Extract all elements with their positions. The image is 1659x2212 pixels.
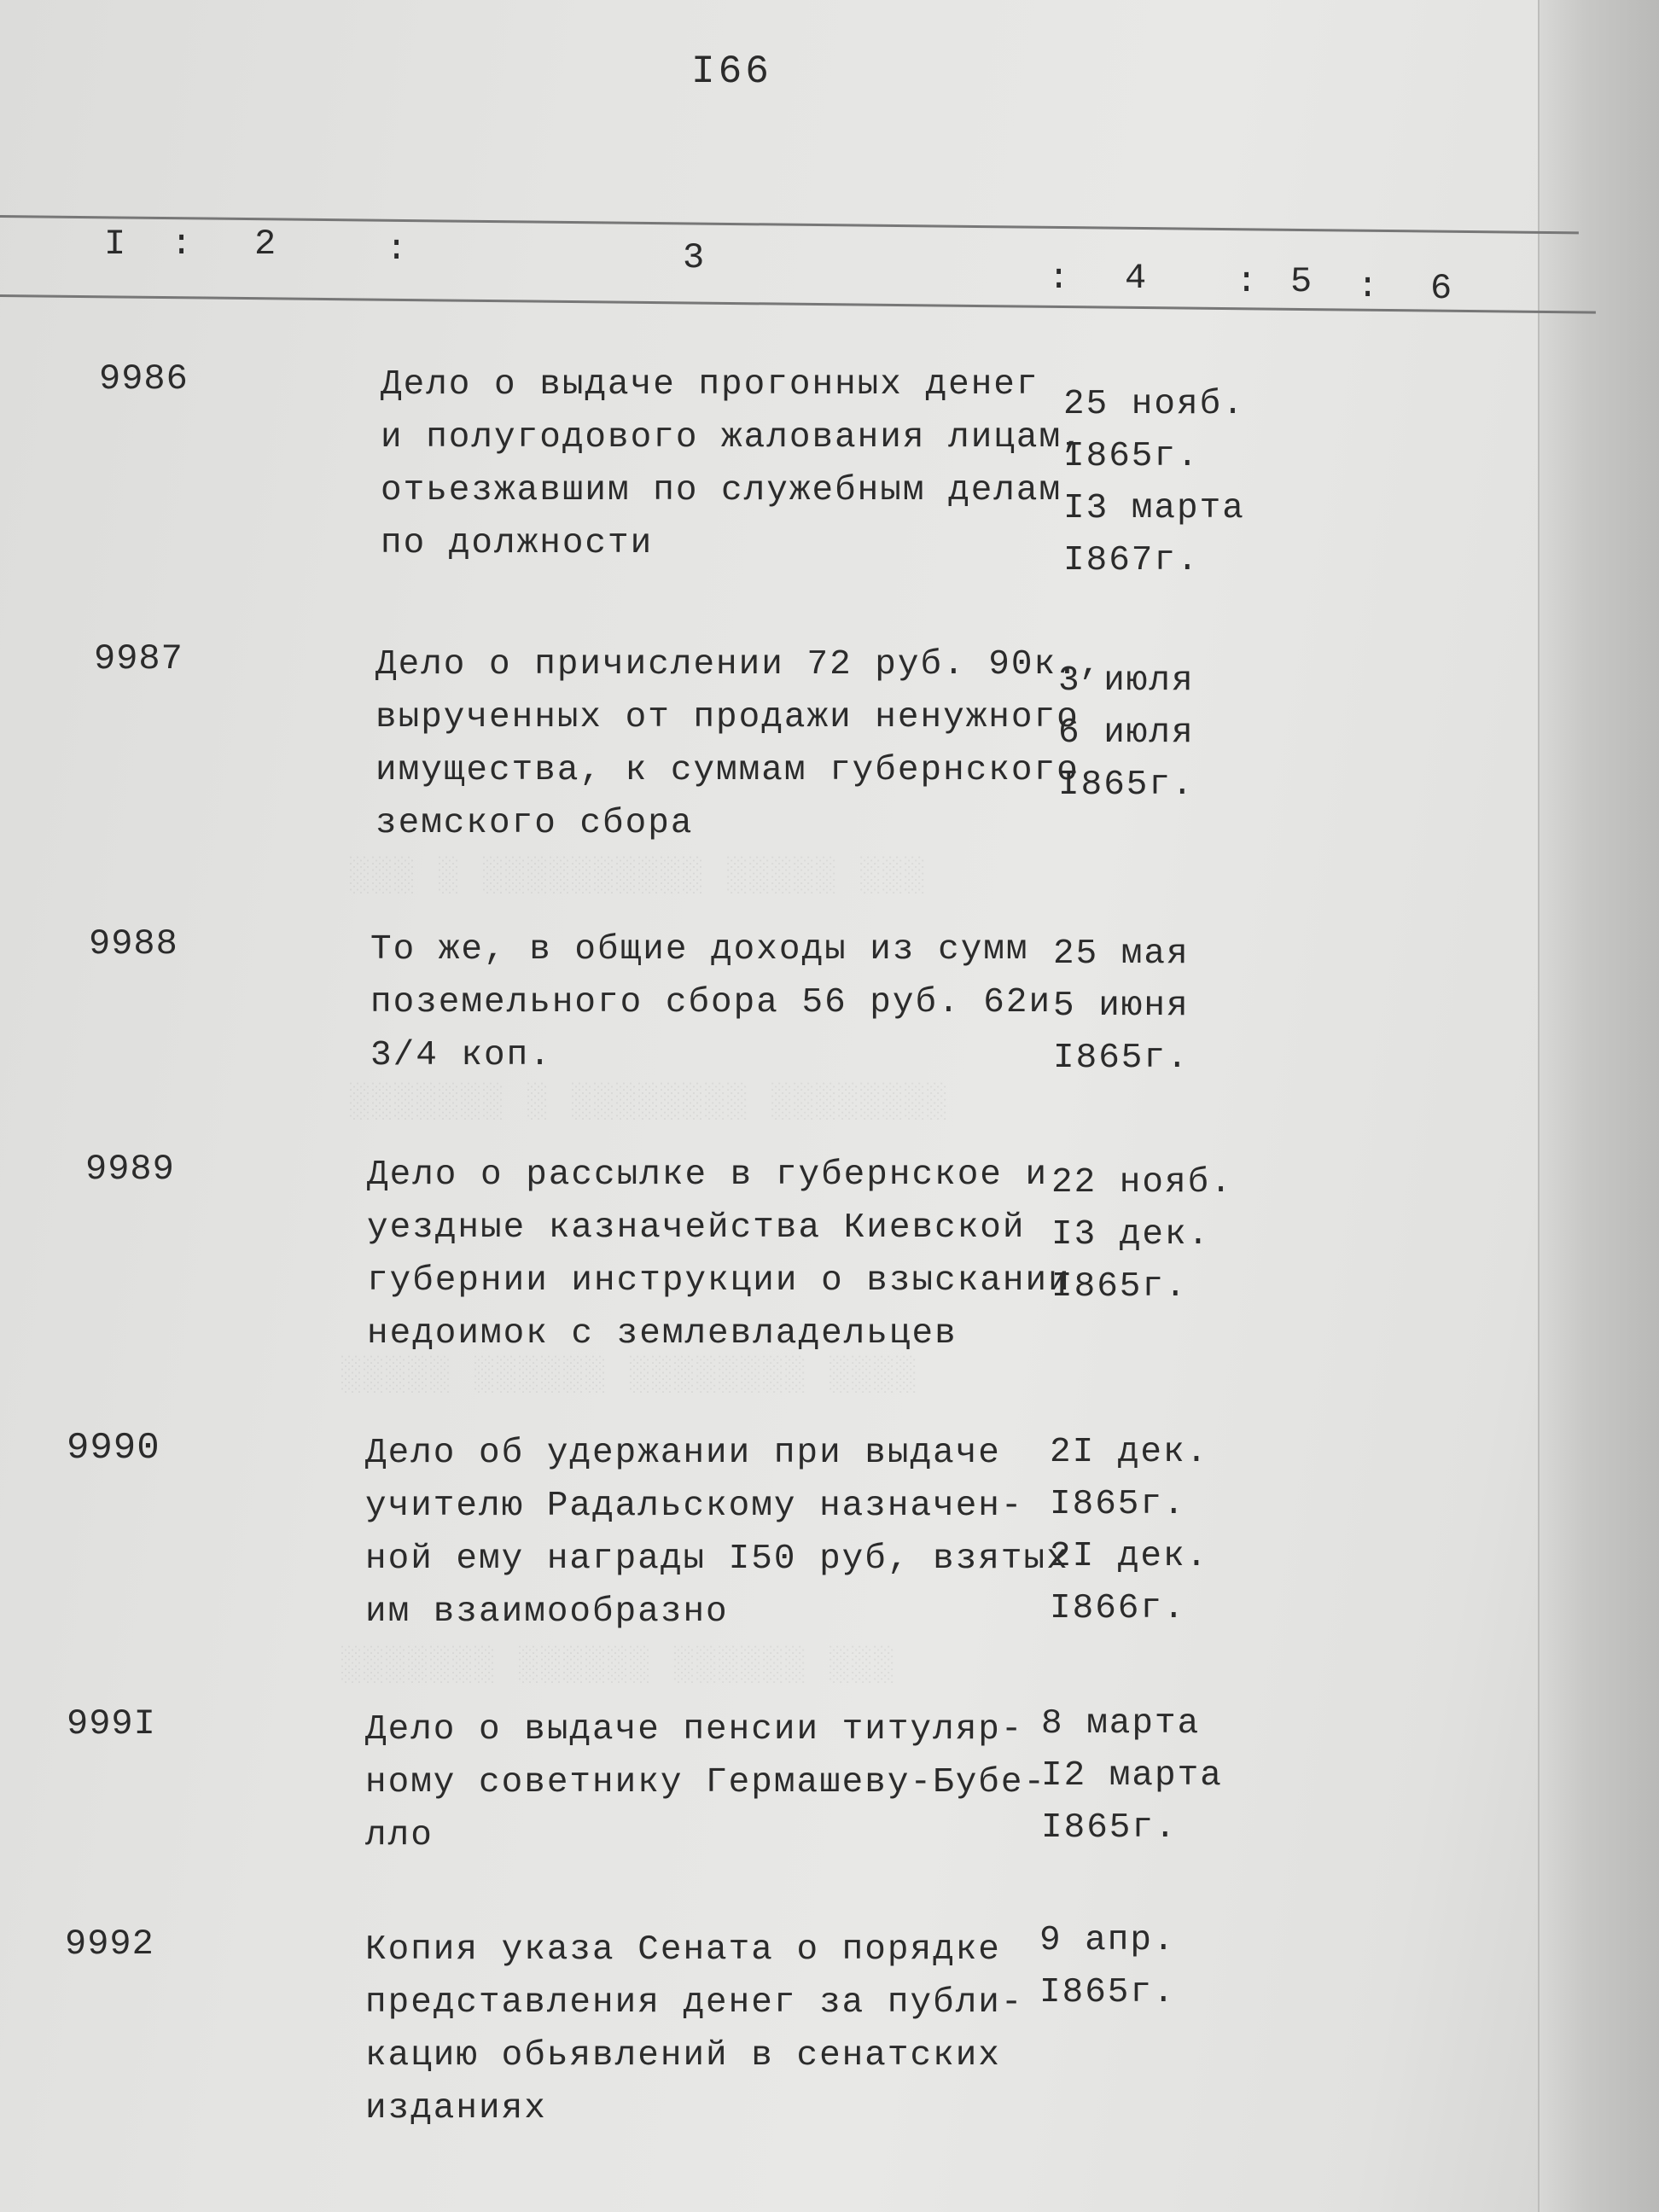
column-separator: : (1357, 266, 1379, 307)
column-head-6: 6 (1430, 268, 1454, 309)
column-separator: : (171, 224, 193, 265)
record-dates (1039, 1915, 1176, 2019)
date-line: I865г. (1058, 765, 1195, 805)
page-number: I66 (691, 49, 772, 94)
column-separator: : (1048, 258, 1070, 299)
record-number: 9986 (99, 358, 189, 399)
date-line: 5 июня (1053, 987, 1190, 1026)
record-title (381, 358, 1085, 570)
title-line: поземельного сбора 56 руб. 62и (370, 983, 1052, 1022)
date-line: I866г. (1050, 1589, 1186, 1628)
title-line: отьезжавшим по служебным делам (381, 471, 1062, 510)
title-line: 3/4 коп. (370, 1036, 552, 1075)
title-line: Дело о рассылке в губернское и (367, 1155, 1049, 1195)
bleed-through-text: ░░░ ░ ░░░░░░░░░░ ░░░░░ ░░░ (350, 858, 928, 896)
title-line: по должности (381, 524, 654, 563)
record-number: 999I (67, 1703, 156, 1744)
title-line: вырученных от продажи ненужного (375, 698, 1080, 737)
date-line: I3 марта (1063, 489, 1245, 528)
record-number: 9989 (85, 1149, 175, 1190)
date-line: I865г. (1050, 1485, 1186, 1524)
title-line: кацию обьявлений в сенатских (365, 2036, 1001, 2075)
title-line: им взаимообразно (365, 1592, 729, 1632)
date-line: I865г. (1053, 1039, 1190, 1078)
title-line: изданиях (365, 2089, 547, 2128)
page-edge-shadow (1538, 0, 1659, 2212)
date-line: I2 марта (1041, 1756, 1223, 1796)
title-line: недоимок с землевладельцев (367, 1314, 958, 1353)
date-line: 25 нояб. (1063, 385, 1245, 424)
title-line: Дело о выдаче прогонных денег (381, 365, 1039, 405)
record-title (375, 638, 1103, 850)
record-title (370, 923, 1052, 1082)
date-line: 8 марта (1041, 1704, 1201, 1743)
date-line: 22 нояб. (1051, 1163, 1233, 1202)
date-line: 6 июля (1058, 713, 1195, 753)
record-title (365, 1703, 1047, 1862)
bleed-through-text: ░░░░░ ░░░░░░ ░░░░░░░░ ░░░░ (341, 1357, 919, 1395)
title-line: ному советнику Гермашеву-Бубе- (365, 1763, 1047, 1802)
date-line: I865г. (1063, 437, 1200, 476)
bleed-through-text: ░░░░░░░ ░░░░░░ ░░░░░░ ░░░ (341, 1647, 897, 1685)
date-line: I865г. (1041, 1808, 1178, 1848)
record-title (367, 1149, 1071, 1360)
title-line: Дело о выдаче пенсии титуляр- (365, 1710, 1024, 1749)
date-line: 2I дек. (1050, 1537, 1209, 1576)
record-dates (1058, 655, 1195, 812)
record-number: 9987 (94, 638, 183, 679)
date-line: I867г. (1063, 541, 1200, 580)
title-line: Дело об удержании при выдаче (365, 1434, 1001, 1473)
record-dates (1063, 379, 1245, 587)
column-head-2: 2 (254, 224, 278, 265)
date-line: 25 мая (1053, 934, 1190, 974)
column-head-4: 4 (1125, 258, 1149, 299)
title-line: Дело о причислении 72 руб. 90к., (375, 645, 1103, 684)
record-title (365, 1427, 1069, 1639)
title-line: и полугодового жалования лицам, (381, 418, 1085, 457)
record-number: 9988 (89, 923, 178, 964)
date-line: 9 апр. (1039, 1921, 1176, 1960)
title-line: ной ему награды I50 руб, взятых (365, 1540, 1069, 1579)
title-line: представления денег за публи- (365, 1983, 1024, 2023)
title-line: губернии инструкции о взыскании (367, 1261, 1071, 1301)
column-separator: : (386, 229, 408, 270)
date-line: 2I дек. (1050, 1433, 1209, 1472)
title-line: Копия указа Сената о порядке (365, 1930, 1001, 1970)
title-line: имущества, к суммам губернского (375, 751, 1080, 790)
record-dates (1041, 1698, 1223, 1854)
column-separator: : (1236, 261, 1258, 302)
record-dates (1051, 1157, 1233, 1313)
title-line: земского сбора (375, 804, 694, 843)
column-head-1: I (104, 224, 128, 265)
record-dates (1053, 928, 1190, 1085)
date-line: I865г. (1051, 1267, 1188, 1307)
column-head-3: 3 (683, 237, 707, 278)
column-head-5: 5 (1290, 261, 1314, 302)
bleed-through-text: ░░░░░░░ ░ ░░░░░░░░ ░░░░░░░░ (350, 1084, 950, 1122)
title-line: уездные казначейства Киевской (367, 1208, 1026, 1248)
header-top-rule (0, 215, 1579, 234)
date-line: I3 дек. (1051, 1215, 1211, 1254)
date-line: I865г. (1039, 1973, 1176, 2012)
record-number: 9990 (67, 1427, 160, 1470)
record-dates (1050, 1427, 1208, 1635)
title-line: То же, в общие доходы из сумм (370, 930, 1029, 969)
date-line: 3 июля (1058, 661, 1195, 701)
title-line: лло (365, 1816, 434, 1855)
record-number: 9992 (65, 1924, 154, 1965)
title-line: учителю Радальскому назначен- (365, 1487, 1024, 1526)
record-title (365, 1924, 1039, 2135)
